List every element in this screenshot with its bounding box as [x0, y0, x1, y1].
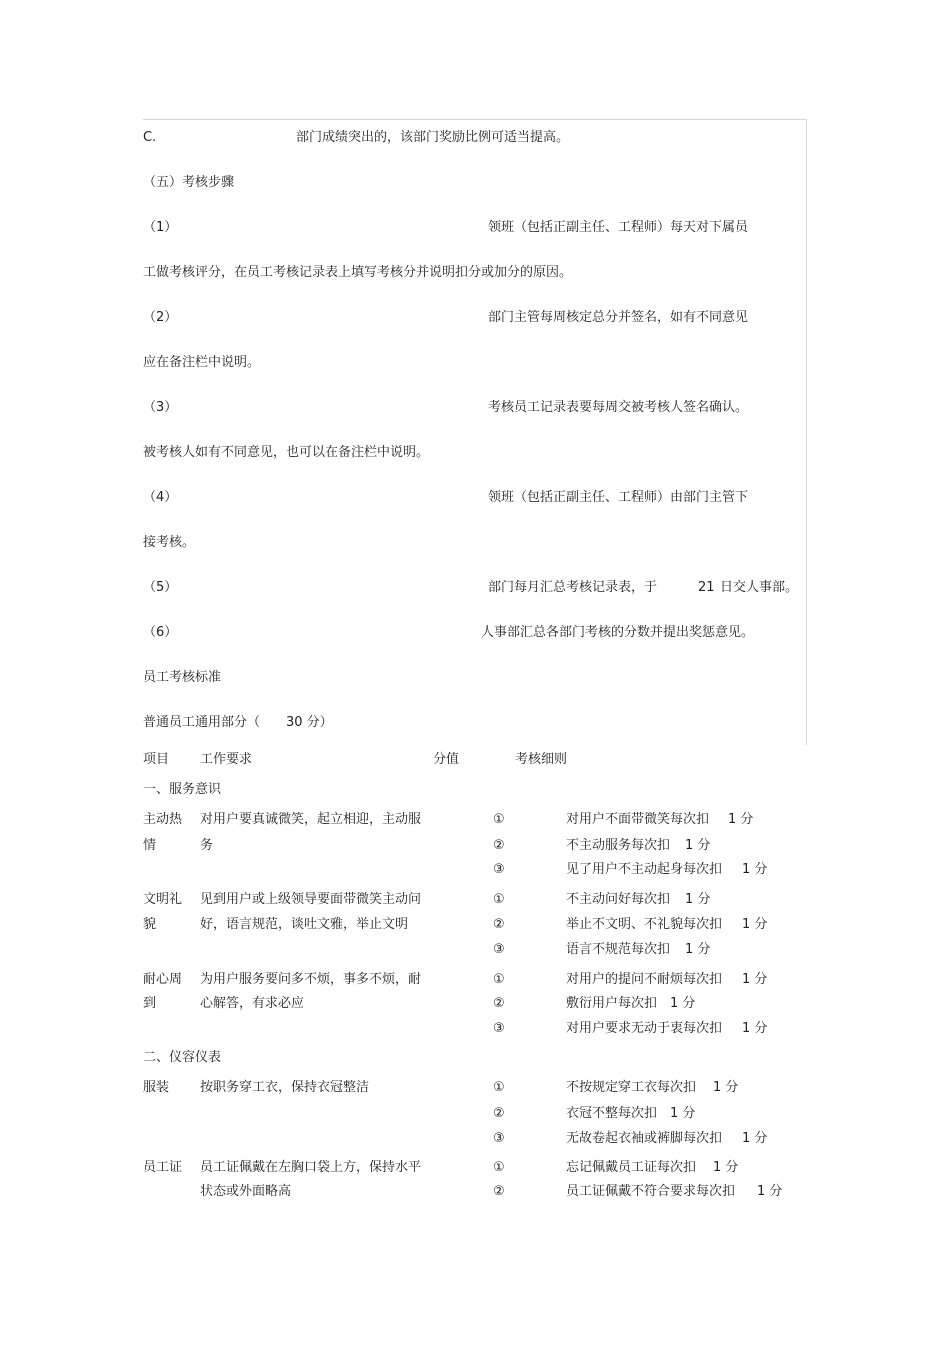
row-requirement: 为用户服务要问多不烦，事多不烦，耐 [200, 972, 422, 987]
detail-text: 语言不规范每次扣 [566, 942, 671, 957]
detail-points: 1 分 [685, 942, 711, 957]
detail-mark: ② [493, 996, 505, 1011]
detail-text: 对用户要求无动于衷每次扣 [566, 1021, 723, 1036]
detail-points: 1 分 [685, 838, 711, 853]
row-item: 服装 [143, 1080, 170, 1095]
step-number: （5） [143, 580, 178, 595]
row-requirement: 心解答，有求必应 [200, 996, 305, 1011]
steps-heading: （五）考核步骤 [143, 175, 235, 190]
step-continuation: 应在备注栏中说明。 [143, 355, 261, 370]
detail-mark: ① [493, 1160, 505, 1175]
step-text: 人事部汇总各部门考核的分数并提出奖惩意见。 [481, 625, 755, 640]
row-item: 文明礼 [143, 892, 183, 907]
step-text: 领班（包括正副主任、工程师）每天对下属员 [488, 220, 749, 235]
row-requirement: 见到用户或上级领导要面带微笑主动问 [200, 892, 422, 907]
detail-mark: ① [493, 972, 505, 987]
row-requirement: 员工证佩戴在左胸口袋上方，保持水平 [200, 1160, 422, 1175]
step-day-number: 21 [698, 580, 715, 595]
row-item: 员工证 [143, 1160, 183, 1175]
step-continuation: 工做考核评分，在员工考核记录表上填写考核分并说明扣分或加分的原因。 [143, 265, 573, 280]
detail-mark: ③ [493, 862, 505, 877]
step-text: 领班（包括正副主任、工程师）由部门主管下 [488, 490, 749, 505]
detail-points: 1 分 [713, 1080, 739, 1095]
detail-points: 1 分 [728, 812, 754, 827]
step-number: （2） [143, 310, 178, 325]
row-requirement: 按职务穿工衣，保持衣冠整洁 [200, 1080, 370, 1095]
detail-text: 无故卷起衣袖或裤脚每次扣 [566, 1131, 723, 1146]
detail-points: 1 分 [670, 1106, 696, 1121]
detail-points: 1 分 [685, 892, 711, 907]
header-requirement: 工作要求 [200, 752, 253, 767]
general-part-points: 30 分） [286, 715, 333, 730]
step-text: 部门每月汇总考核记录表，于 [488, 580, 658, 595]
detail-mark: ② [493, 917, 505, 932]
detail-mark: ① [493, 812, 505, 827]
detail-text: 见了用户不主动起身每次扣 [566, 862, 723, 877]
general-part-label: 普通员工通用部分（ [143, 715, 261, 730]
row-item: 情 [143, 838, 157, 853]
step-continuation: 被考核人如有不同意见，也可以在备注栏中说明。 [143, 445, 430, 460]
frame-right-line [806, 119, 807, 745]
detail-text: 不主动服务每次扣 [566, 838, 671, 853]
detail-text: 对用户的提问不耐烦每次扣 [566, 972, 723, 987]
detail-points: 1 分 [713, 1160, 739, 1175]
detail-mark: ③ [493, 942, 505, 957]
step-text-end: 日交人事部。 [720, 580, 799, 595]
detail-points: 1 分 [742, 1131, 768, 1146]
frame-top-line [143, 119, 807, 120]
detail-text: 敷衍用户每次扣 [566, 996, 658, 1011]
detail-points: 1 分 [742, 1021, 768, 1036]
row-requirement: 好，语言规范，谈吐文雅，举止文明 [200, 917, 409, 932]
detail-points: 1 分 [757, 1184, 783, 1199]
header-item: 项目 [143, 752, 170, 767]
header-score: 分值 [433, 752, 460, 767]
step-number: （1） [143, 220, 178, 235]
detail-points: 1 分 [742, 917, 768, 932]
c-text: 部门成绩突出的，该部门奖励比例可适当提高。 [296, 130, 570, 145]
row-item: 到 [143, 996, 157, 1011]
detail-mark: ② [493, 838, 505, 853]
header-detail: 考核细则 [515, 752, 568, 767]
detail-mark: ③ [493, 1131, 505, 1146]
row-item: 耐心周 [143, 972, 183, 987]
detail-mark: ① [493, 892, 505, 907]
detail-points: 1 分 [742, 862, 768, 877]
row-requirement: 状态或外面略高 [200, 1184, 292, 1199]
detail-text: 员工证佩戴不符合要求每次扣 [566, 1184, 736, 1199]
detail-text: 举止不文明、不礼貌每次扣 [566, 917, 723, 932]
detail-text: 不按规定穿工衣每次扣 [566, 1080, 697, 1095]
standard-title: 员工考核标准 [143, 670, 222, 685]
detail-mark: ③ [493, 1021, 505, 1036]
row-requirement: 务 [200, 838, 214, 853]
detail-points: 1 分 [742, 972, 768, 987]
step-number: （3） [143, 400, 178, 415]
section-title: 二、仪容仪表 [143, 1050, 222, 1065]
detail-mark: ② [493, 1106, 505, 1121]
detail-text: 衣冠不整每次扣 [566, 1106, 658, 1121]
detail-text: 忘记佩戴员工证每次扣 [566, 1160, 697, 1175]
step-text: 部门主管每周核定总分并签名，如有不同意见 [488, 310, 749, 325]
detail-points: 1 分 [670, 996, 696, 1011]
step-text: 考核员工记录表要每周交被考核人签名确认。 [488, 400, 749, 415]
detail-text: 不主动问好每次扣 [566, 892, 671, 907]
step-number: （6） [143, 625, 178, 640]
step-continuation: 接考核。 [143, 535, 196, 550]
section-title: 一、服务意识 [143, 782, 222, 797]
row-item: 貌 [143, 917, 157, 932]
row-item: 主动热 [143, 812, 183, 827]
detail-mark: ① [493, 1080, 505, 1095]
detail-text: 对用户不面带微笑每次扣 [566, 812, 710, 827]
step-number: （4） [143, 490, 178, 505]
detail-mark: ② [493, 1184, 505, 1199]
c-prefix: C. [143, 130, 157, 145]
row-requirement: 对用户要真诚微笑，起立相迎，主动服 [200, 812, 422, 827]
